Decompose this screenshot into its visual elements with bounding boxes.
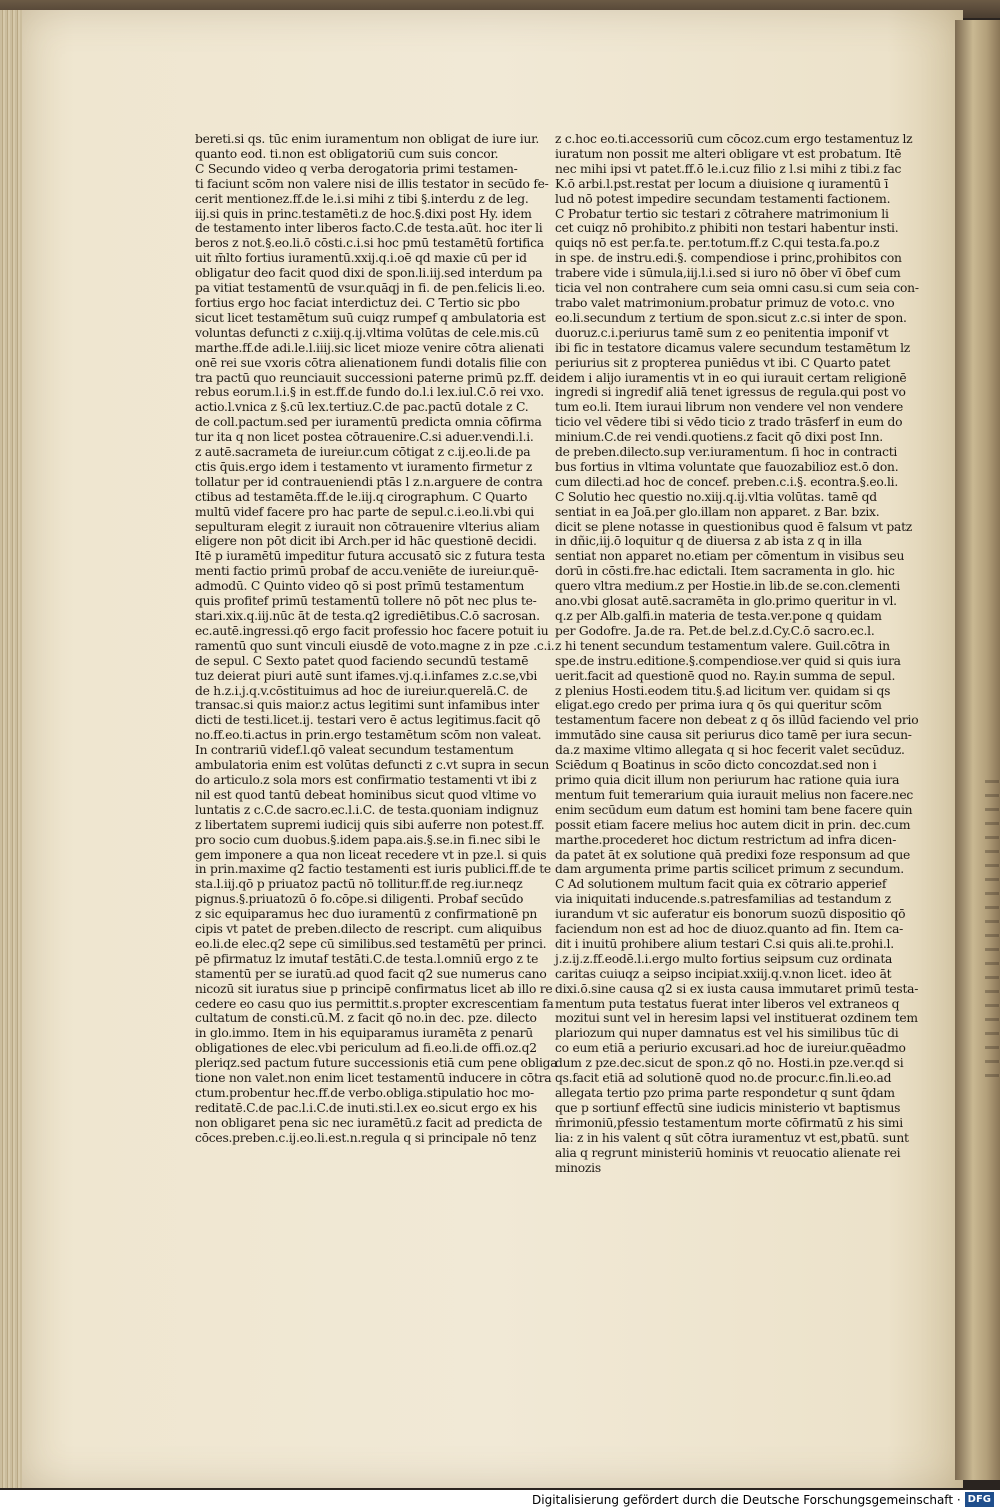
text-line: marthe.procederet hoc dictum restrictum ad infra dicen-	[555, 832, 897, 847]
text-line: in spe. de instru.edi.§. compendiose i princ,prohibitos con	[555, 251, 902, 266]
text-line: ibi fic in testatore dicamus valere secundum testamētum lz	[555, 340, 911, 355]
text-line: lud nō potest impedire secundam testamenti factionem.	[555, 191, 891, 206]
text-line: cum dilecti.ad hoc de concef. preben.c.i.§. econtra.§.eo.li.	[555, 474, 899, 489]
text-line: possit etiam facere melius hoc autem dicit in prin. dec.cum	[555, 817, 911, 832]
text-line: sentiat in ea Joā.per glo.illam non apparet. z Bar. bzix.	[555, 504, 880, 519]
text-line: dicti de testi.licet.ij. testari vero ē actus legitimus.facit qō	[195, 713, 541, 728]
text-line: eo.li.de elec.q2 sepe cū similibus.sed testamētū per princi.	[195, 936, 547, 951]
text-line: ticia vel non contrahere cum seia omni casu.si cum seia con-	[555, 281, 919, 296]
text-line: nec mihi ipsi vt patet.ff.ō le.i.cuz filio z l.si mihi z tibi.z fac	[555, 161, 902, 176]
text-line: tum eo.li. Item iuraui librum non vendere vel non vendere	[555, 400, 903, 415]
text-line: immutādo sine causa sit periurus dico tamē per iura secun-	[555, 728, 912, 743]
text-line: in prin.maxime q2 factio testamenti est iuris publici.ff.de te	[195, 862, 551, 877]
text-line: no.ff.eo.ti.actus in prin.ergo testamētum scōm non valeat.	[195, 728, 542, 743]
text-line: in glo.immo. Item in his equiparamus iuramēta z penarū	[195, 1026, 533, 1041]
text-line: tione non valet.non enim licet testamentū inducere in cōtra	[195, 1071, 552, 1086]
funding-text: Digitalisierung gefördert durch die Deutsche Forschungsgemeinschaft ·	[532, 1492, 961, 1507]
footer-bar	[0, 1490, 1000, 1511]
text-line: cōces.preben.c.ij.eo.li.est.n.regula q si principale nō tenz	[195, 1130, 537, 1145]
text-line: qs.facit etiā ad solutionē quod no.de procur.c.fin.li.eo.ad	[555, 1071, 892, 1086]
text-line: periurius sit z propterea puniēdus vt ibi. C Quarto patet	[555, 355, 891, 370]
text-line: ctis q̄uis.ergo idem i testamento vt iuramento firmetur z	[195, 459, 533, 474]
page-edges	[0, 10, 22, 1488]
text-line: per Godofre. Ja.de ra. Pet.de bel.z.d.Cy.C.ō sacro.ec.l.	[555, 623, 875, 638]
text-line: testamentum facere non debeat z q ōs illūd faciendo vel prio	[555, 713, 919, 728]
text-line: dit i inuitū prohibere alium testari C.si quis ali.te.prohi.l.	[555, 936, 894, 951]
text-line: quis profitef primū testamentū tollere nō pōt nec plus te-	[195, 594, 537, 609]
text-line: beros z not.§.eo.li.ō cōsti.c.i.si hoc pmū testamētū fortifica	[195, 236, 544, 251]
text-line: reditatē.C.de pac.l.i.C.de inuti.sti.l.ex eo.sicut ergo ex his	[195, 1100, 537, 1115]
text-line: ctibus ad testamēta.ff.de le.iij.q cirographum. C Quarto	[195, 489, 528, 504]
text-line: stamentū per se iuratū.ad quod facit q2 sue numerus cano	[195, 966, 547, 981]
text-line: iij.si quis in princ.testamēti.z de hoc.§.dixi post Hy. idem	[195, 206, 532, 221]
text-line: cipis vt patet de preben.dilecto de rescript. cum aliquibus	[195, 922, 542, 937]
text-line: C Probatur tertio sic testari z cōtrahere matrimonium li	[555, 206, 889, 221]
text-line: dorū in cōsti.fre.hac edictali. Item sacramenta in glo. hic	[555, 564, 895, 579]
text-line: ticio vel vēdere tibi si vēdo ticio z trado trāsferf in eum do	[555, 415, 903, 430]
text-line: C Ad solutionem multum facit quia ex cōtrario apperief	[555, 877, 887, 892]
right-text-column	[555, 132, 919, 1175]
text-line: ambulatoria enim est volūtas defuncti z c.vt supra in secun	[195, 758, 550, 773]
text-line: co eum etiā a periurio excusari.ad hoc de iureiur.quēadmo	[555, 1041, 906, 1056]
text-line: admodū. C Quinto video qō si post prīmū testamentum	[195, 579, 525, 594]
text-line: menti factio primū probaf de accu.veniēte de iureiur.quē-	[195, 564, 539, 579]
text-line: idem i alijo iuramentis vt in eo qui iurauit certam religionē	[555, 370, 907, 385]
text-line: alia q regrunt ministeriū hominis vt reuocatio alienate rei	[555, 1145, 901, 1160]
text-line: sicut licet testamētum suū cuiqz rumpef q ambulatoria est	[195, 310, 546, 325]
text-line: duoruz.c.i.periurus tamē sum z eo penitentia imponif vt	[555, 325, 889, 340]
text-line: tra pactū quo reunciauit successioni paterne primū pz.ff. de	[195, 370, 555, 385]
text-line: pignus.§.priuatozū ō fo.cōpe.si diligenti. Probaf secūdo	[195, 892, 524, 907]
text-line: cedere eo casu quo ius permittit.s.propter excrescentiam fa	[195, 996, 554, 1011]
text-line: marthe.ff.de adi.le.l.iiij.sic licet mioze venire cōtra alienati	[195, 340, 544, 355]
text-line: bus fortius in vltima voluntate que fauozabilioz est.ō don.	[555, 459, 899, 474]
text-line: quero vltra medium.z per Hostie.in lib.de se.con.clementi	[555, 579, 900, 594]
text-line: Sciēdum q Boatinus in scōo dicto concozdat.sed non i	[555, 758, 877, 773]
text-line: uit m̄lto fortius iuramentū.xxij.q.i.oē qd maxie cū per id	[195, 251, 527, 266]
text-line: quanto eod. ti.non est obligatoriū cum suis concor.	[195, 146, 499, 161]
text-line: dam argumenta prime partis scilicet primum z secundum.	[555, 862, 904, 877]
text-line: ingredi si ingredif aliā tenet igressus de regula.qui post vo	[555, 385, 906, 400]
text-line: tuz deierat piuri autē sunt ifames.vj.q.i.infames z.c.se,vbi	[195, 668, 538, 683]
text-line: q.z per Alb.galfi.in materia de testa.ver.pone q quidam	[555, 609, 882, 623]
text-line: de h.z.i.j.q.v.cōstituimus ad hoc de iureiur.querelā.C. de	[195, 683, 528, 698]
text-line: luntatis z c.C.de sacro.ec.l.i.C. de testa.quoniam indignuz	[195, 802, 539, 817]
text-line: mentum puta testatus fuerat inter liberos vel extraneos q	[555, 996, 900, 1011]
text-line: rebus eorum.l.i.§ in est.ff.de fundo do.l.i lex.iul.C.ō rei vxo.	[195, 385, 544, 400]
text-line: j.z.ij.z.ff.eodē.l.i.ergo multo fortius seipsum cuz ordinata	[555, 951, 893, 966]
text-line: pro socio cum duobus.§.idem papa.ais.§.se.in fi.nec sibi le	[195, 832, 541, 847]
text-line: cultatum de consti.cū.M. z facit qō no.in dec. pze. dilecto	[195, 1011, 537, 1026]
text-line: m̄rimoniū,pfessio testamentum morte cōfirmatū z his simi	[555, 1115, 903, 1130]
text-line: actio.l.vnica z §.cū lex.tertiuz.C.de pac.pactū dotale z C.	[195, 400, 529, 415]
text-line: dum z pze.dec.sicut de spon.z qō no. Hosti.in pze.ver.qd si	[555, 1056, 904, 1071]
text-line: allegata tertio pzo prima parte respondetur q sunt q̄dam	[555, 1086, 895, 1100]
text-line: bereti.si qs. tūc enim iuramentum non obligat de iure iur.	[195, 132, 540, 146]
text-line: eo.li.secundum z tertium de spon.sicut z.c.si inter de spon.	[555, 310, 907, 325]
text-line: obligationes de elec.vbi periculum ad fi.eo.li.de offi.oz.q2	[195, 1041, 537, 1056]
text-line: C Solutio hec questio no.xiij.q.ij.vltia volūtas. tamē qd	[555, 489, 877, 504]
dfg-logo: DFG	[965, 1492, 994, 1507]
text-line: C Secundo video q verba derogatoria primi testamen-	[195, 161, 518, 176]
text-line: mozitui sunt vel in heresim lapsi vel instituerat ozdinem tem	[555, 1011, 918, 1026]
text-line: cerit mentionez.ff.de le.i.si mihi z tibi §.interdu z de leg.	[195, 191, 529, 206]
text-line: nil est quod tantū debeat hominibus sicut quod vltime vo	[195, 787, 537, 802]
text-line: iuratum non possit me alteri obligare vt est probatum. Itē	[555, 146, 902, 161]
text-line: z c.hoc eo.ti.accessoriū cum cōcoz.cum ergo testamentuz lz	[555, 132, 913, 146]
text-line: da.z maxime vltimo allegata q si hoc fecerit valet secūduz.	[555, 743, 905, 758]
text-line: z autē.sacrameta de iureiur.cum cōtigat z c.ij.eo.li.de pa	[195, 445, 531, 460]
text-line: ctum.probentur hec.ff.de verbo.obliga.stipulatio hoc mo-	[195, 1086, 534, 1100]
text-line: enim secūdum eum datum est homini tam bene facere quin	[555, 802, 913, 817]
text-line: da patet āt ex solutione quā predixi foze responsum ad que	[555, 847, 911, 862]
text-line: de sepul. C Sexto patet quod faciendo secundū testamē	[195, 653, 529, 668]
text-line: spe.de instru.editione.§.compendiose.ver quid si quis iura	[555, 653, 901, 668]
text-line: de coll.pactum.sed per iuramentū predicta omnia cōfirma	[195, 415, 542, 430]
text-line: de testamento inter liberos facto.C.de testa.aūt. hoc iter li	[195, 221, 543, 236]
text-line: primo quia dicit illum non periurum hac ratione quia iura	[555, 772, 900, 787]
text-line: tur ita q non licet postea cōtrauenire.C.si aduer.vendi.l.i.	[195, 430, 534, 445]
text-line: do articulo.z sola mors est confirmatio testamenti vt ibi z	[195, 772, 537, 787]
text-line: non obligaret pena sic nec iuramētū.z facit ad predicta de	[195, 1115, 543, 1130]
text-line: sta.l.iij.qō p priuatoz pactū nō tollitur.ff.de reg.iur.neqz	[195, 877, 523, 892]
text-line: obligatur deo facit quod dixi de spon.li.iij.sed interdum pa	[195, 266, 543, 281]
text-line: ano.vbi glosat autē.sacramēta in glo.primo queritur in vl.	[555, 594, 897, 609]
text-line: iurandum vt sic auferatur eis bonorum suozū dispositio qō	[555, 907, 906, 922]
text-line: z libertatem supremi iudicij quis sibi auferre non potest.ff.	[195, 817, 545, 832]
text-line: in dñic,iij.ō loquitur q de diuersa z ab ista z q in illa	[555, 534, 862, 549]
text-line: fortius ergo hoc faciat interdictuz dei. C Tertio sic pbo	[195, 295, 520, 310]
text-line: gem imponere a qua non liceat recedere vt in pze.l. si quis	[195, 847, 547, 862]
text-line: via iniquitati inducende.s.patresfamilias ad testandum z	[555, 892, 891, 907]
text-line: stari.xix.q.iij.nūc āt de testa.q2 igrediētibus.C.ō sacrosan.	[195, 609, 540, 623]
text-line: trabere vide i sūmula,iij.l.i.sed si iuro nō ōber vī ōbef cum	[555, 266, 901, 281]
text-line: ti faciunt scōm non valere nisi de illis testator in secūdo fe-	[195, 176, 549, 191]
text-line: quiqs nō est per.fa.te. per.totum.ff.z C.qui testa.fa.po.z	[555, 236, 880, 251]
text-line: eligere non pōt dicit ibi Arch.per id hāc questionē decidi.	[195, 534, 537, 549]
text-line: eligat.ego credo per prima iura q ōs qui queritur scōm	[555, 698, 882, 713]
text-line: mentum fuit temerarium quia iurauit melius non facere.nec	[555, 787, 913, 802]
text-line: pleriqz.sed pactum future successionis etiā cum pene obliga	[195, 1056, 558, 1071]
text-line: z sic equiparamus hec duo iuramentū z confirmationē pn	[195, 907, 538, 922]
text-line: Itē p iuramētū impeditur futura accusatō sic z futura testa	[195, 549, 546, 564]
text-line: lia: z in his valent q sūt cōtra iuramentuz vt est,pbatū. sunt	[555, 1130, 909, 1145]
funding-notice	[532, 1492, 994, 1507]
left-text-column	[195, 132, 558, 1146]
text-line: dixi.ō.sine causa q2 si ex iusta causa immutaret primū testa-	[555, 981, 919, 996]
text-line: minium.C.de rei vendi.quotiens.z facit qō dixi post Inn.	[555, 430, 883, 445]
text-line: transac.si quis maior.z actus legitimi sunt infamibus inter	[195, 698, 539, 713]
text-line: plariozum qui nuper damnatus est vel his similibus tūc di	[555, 1026, 899, 1041]
text-line: pa vitiat testamentū de vsur.quāqj in fi. de pen.felicis li.eo.	[195, 281, 546, 296]
text-line: que p sortiunf effectū sine iudicis ministerio vt baptismus	[555, 1100, 901, 1115]
text-line: sepulturam elegit z iurauit non cōtrauenire vlterius aliam	[195, 519, 540, 534]
text-line: minozis	[555, 1160, 601, 1175]
text-line: multū videf facere pro hac parte de sepul.c.i.eo.li.vbi qui	[195, 504, 534, 519]
text-line: onē rei sue vxoris cōtra alienationem fundi dotalis filie con	[195, 355, 547, 370]
text-line: ec.autē.ingressi.qō ergo facit professio hoc facere potuit iu	[195, 623, 549, 638]
text-line: z plenius Hosti.eodem titu.§.ad licitum ver. quidam si qs	[555, 683, 891, 698]
book-gutter	[955, 20, 1000, 1480]
text-line: cet cuiqz nō prohibito.z phibiti non testari habentur insti.	[555, 221, 899, 236]
text-line: voluntas defuncti z c.xiij.q.ij.vltima volūtas de cele.mis.cū	[195, 325, 540, 340]
text-line: nicozū sit iuratus siue p principē confirmatus licet ab illo re	[195, 981, 553, 996]
text-line: uerit.facit ad questionē quod no. Ray.in summa de sepul.	[555, 668, 896, 683]
text-line: sentiat non apparet no.etiam per cōmentum in visibus seu	[555, 549, 905, 564]
text-line: ramentū quo sunt vinculi eiusdē de voto.magne z in pze .c.i.	[195, 638, 555, 653]
text-line: In contrariū videf.l.qō valeat secundum testamentum	[195, 743, 514, 758]
text-line: caritas cuiuqz a seipso incipiat.xxiij.q.v.non licet. ideo āt	[555, 966, 892, 981]
text-line: pē pfirmatuz lz imutaf testāti.C.de testa.l.omniū ergo z te	[195, 951, 539, 966]
text-line: K.ō arbi.l.pst.restat per locum a diuisione q iuramentū ī	[555, 176, 889, 191]
text-line: tollatur per id contraueniendi ptās l z.n.arguere de contra	[195, 474, 543, 489]
adjacent-page-text	[985, 780, 999, 1080]
text-line: faciendum non est ad hoc de diuoz.quanto ad fin. Item ca-	[555, 922, 904, 937]
text-line: z hi tenent secundum testamentum valere. Guil.cōtra in	[555, 638, 890, 653]
text-line: trabo valet matrimonium.probatur primuz de voto.c. vno	[555, 295, 895, 310]
text-line: de preben.dilecto.sup ver.iuramentum. ſi hoc in contracti	[555, 445, 898, 460]
text-line: dicit se plene notasse in questionibus quod ē falsum vt patz	[555, 519, 913, 534]
